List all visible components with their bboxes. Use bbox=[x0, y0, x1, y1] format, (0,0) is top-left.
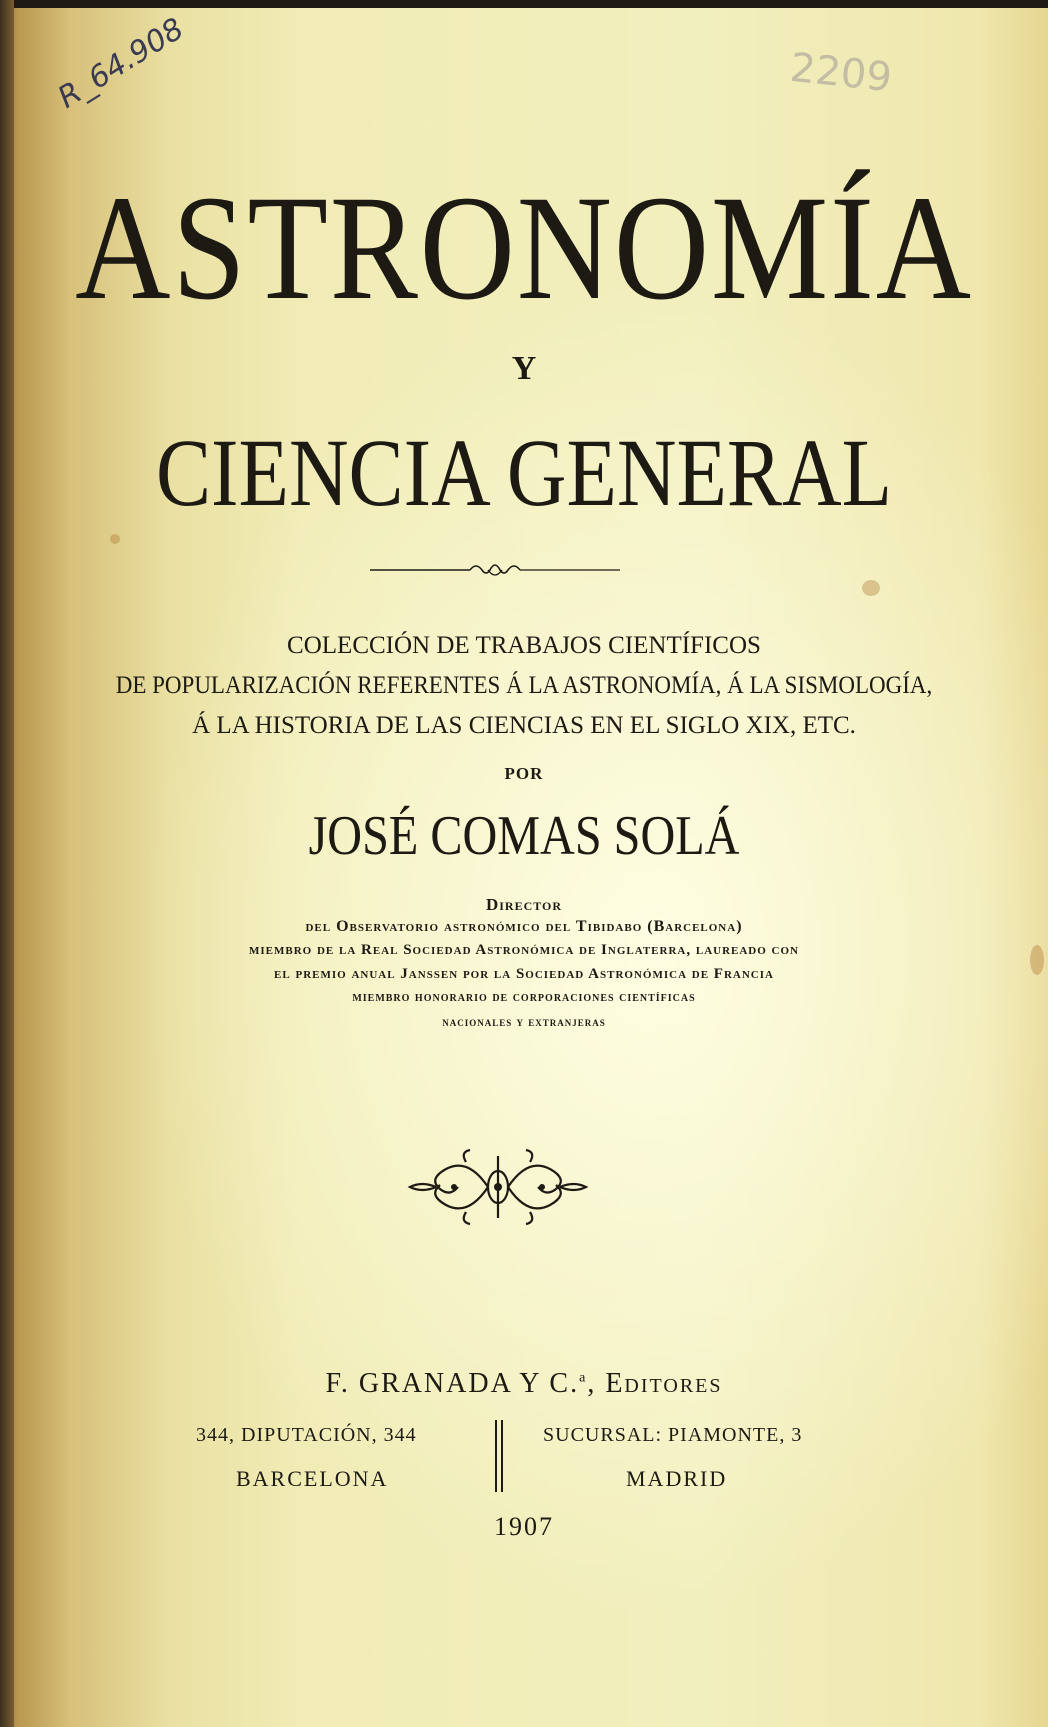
page-top-edge bbox=[0, 0, 1048, 8]
author-credential: del Observatorio astronómico del Tibidabo (Barcelona) bbox=[305, 918, 743, 935]
subtitle-line-2: DE POPULARIZACIÓN REFERENTES Á LA ASTRONOMÍA, Á LA SISMOLOGÍA, bbox=[115, 672, 933, 699]
title-conjunction: Y bbox=[511, 350, 537, 387]
main-office-city: BARCELONA bbox=[236, 1466, 389, 1491]
author-credential: miembro de la Real Sociedad Astronómica de Inglaterra, laureado con bbox=[248, 942, 799, 958]
inventory-number-pencil: R_64.908 bbox=[52, 11, 190, 116]
author-credential: miembro honorario de corporaciones científicas bbox=[352, 990, 696, 1005]
foxing-spot bbox=[110, 534, 120, 544]
author-credential: el premio anual Janssen por la Sociedad Astronómica de Francia bbox=[274, 966, 774, 982]
publisher-name-suffix: , Editores bbox=[587, 1368, 723, 1399]
floral-vignette-icon bbox=[406, 1148, 590, 1226]
publication-year: 1907 bbox=[494, 1512, 554, 1541]
inventory-number-faded: 2209 bbox=[787, 44, 894, 102]
author-credential: nacionales y extranjeras bbox=[442, 1014, 606, 1029]
author-credential: Director bbox=[485, 895, 563, 914]
book-title: ASTRONOMÍA bbox=[75, 165, 973, 331]
foxing-spot bbox=[862, 580, 880, 596]
subtitle-line-3: Á LA HISTORIA DE LAS CIENCIAS EN EL SIGLO XIX, ETC. bbox=[192, 712, 856, 739]
branch-address: SUCURSAL: PIAMONTE, 3 bbox=[543, 1424, 803, 1446]
fleuron-rule-icon bbox=[370, 558, 620, 582]
publisher-name-main: F. GRANADA Y C. bbox=[325, 1368, 580, 1399]
branch-city: MADRID bbox=[626, 1466, 728, 1491]
main-office-address: 344, DIPUTACIÓN, 344 bbox=[196, 1424, 417, 1446]
publisher-name-superscript: a bbox=[579, 1370, 588, 1386]
address-divider bbox=[501, 1420, 503, 1492]
binding-edge bbox=[0, 0, 14, 1727]
publisher-name bbox=[0, 1368, 1048, 1400]
author-name: JOSÉ COMAS SOLÁ bbox=[308, 805, 740, 867]
address-divider bbox=[495, 1420, 497, 1492]
subtitle-line-1: COLECCIÓN DE TRABAJOS CIENTÍFICOS bbox=[287, 632, 761, 659]
book-subtitle-title: CIENCIA GENERAL bbox=[155, 419, 893, 526]
by-label: POR bbox=[504, 764, 544, 783]
